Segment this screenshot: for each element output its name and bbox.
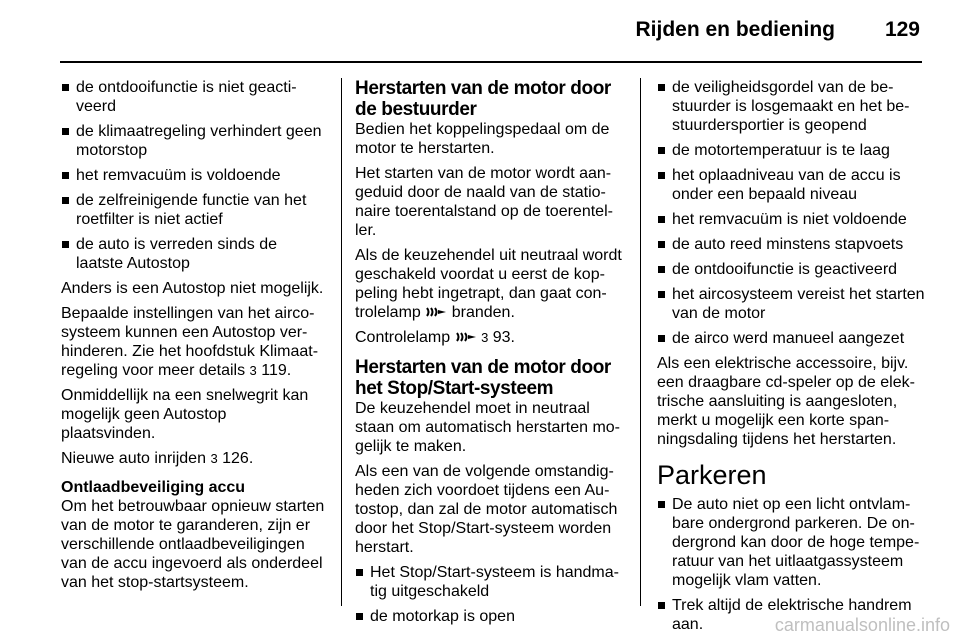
watermark: carmanualsonline.info — [774, 615, 950, 635]
bullet-list — [61, 78, 325, 273]
paragraph — [61, 304, 325, 380]
paragraph — [355, 246, 627, 322]
chapter-heading: Parkeren — [657, 460, 767, 490]
paragraph — [355, 328, 627, 347]
column-3 — [657, 78, 925, 640]
list-item: Het Stop/Start-systeem is handma-tig uitgeschakeld — [355, 563, 627, 601]
paragraph: Als een van de volgende omstandig-heden zich voordoet tijdens een Au-tostop, dan zal de motor automatisch door het Stop/Start-systeem worden herstart. — [355, 463, 618, 556]
list-item: de auto reed minstens stapvoets — [657, 235, 925, 254]
list-item: de ontdooifunctie is geactiveerd — [657, 260, 925, 279]
list-item: De auto niet op een licht ontvlam-bare ondergrond parkeren. De on-dergrond kan door de hoge tempe-ratuur van het uitlaatgassysteem mogelijk vlam vatten. — [657, 495, 925, 590]
paragraph-text: branden. — [451, 304, 515, 321]
page-reference-link[interactable]: 119. — [261, 362, 292, 379]
list-item: het remvacuüm is voldoende — [61, 166, 325, 185]
page-reference-arrow-icon: 3 — [249, 363, 257, 378]
engine-glow-plug-icon — [425, 306, 447, 318]
list-item: de ontdooifunctie is niet geacti-veerd — [61, 78, 325, 116]
list-item: het remvacuüm is niet voldoende — [657, 210, 925, 229]
paragraph: Om het betrouwbaar opnieuw starten van de motor te garanderen, zijn er verschillende ontlaadbeveiligingen van de accu ingevoerd als onderdeel van het stop-startsysteem. — [61, 498, 325, 591]
sub-heading: Ontlaadbeveiliging accu — [61, 479, 246, 496]
paragraph-text: Controlelamp — [355, 329, 451, 346]
paragraph: Anders is een Autostop niet mogelijk. — [61, 280, 324, 297]
list-item: de klimaatregeling verhindert geen motorstop — [61, 122, 325, 160]
list-item: Trek altijd de elektrische handrem aan. — [657, 596, 925, 634]
list-item: de veiligheidsgordel van de be-stuurder is losgemaakt en het be-stuurdersportier is geopend — [657, 78, 925, 135]
header-title: Rijden en bediening — [635, 18, 835, 41]
bullet-list — [657, 495, 925, 634]
page-reference-link[interactable]: 93. — [492, 329, 515, 346]
bullet-list — [355, 563, 627, 626]
list-item: de motorkap is open — [355, 607, 627, 626]
page-reference-arrow-icon: 3 — [481, 330, 489, 345]
page-reference-arrow-icon: 3 — [210, 451, 218, 466]
paragraph: De keuzehendel moet in neutraal staan om automatisch herstarten mo-gelijk te maken. — [355, 400, 621, 455]
paragraph: Onmiddellijk na een snelwegrit kan mogelijk geen Autostop plaatsvinden. — [61, 387, 309, 442]
paragraph-text: Bepaalde instellingen van het airco-systeem kunnen een Autostop ver-hinderen. Zie het hoofdstuk Klimaat-regeling voor meer details — [61, 305, 319, 379]
paragraph: Bedien het koppelingspedaal om de motor te herstarten. — [355, 121, 610, 157]
list-item: het oplaadniveau van de accu is onder een bepaald niveau — [657, 166, 925, 204]
list-item: de motortemperatuur is te laag — [657, 141, 925, 160]
paragraph — [61, 449, 325, 468]
column-divider-2 — [640, 78, 641, 606]
column-1 — [61, 78, 325, 598]
column-divider-1 — [341, 78, 342, 606]
page-reference-link[interactable]: 126. — [222, 450, 254, 467]
engine-glow-plug-icon — [455, 331, 477, 343]
list-item: de zelfreinigende functie van het roetfilter is niet actief — [61, 191, 325, 229]
section-heading: Herstarten van de motor door het Stop/Start-systeem — [355, 357, 611, 399]
bullet-list — [657, 78, 925, 348]
list-item: het aircosysteem vereist het starten van de motor — [657, 285, 925, 323]
section-heading: Herstarten van de motor door de bestuurder — [355, 78, 611, 120]
list-item: de airco werd manueel aangezet — [657, 329, 925, 348]
paragraph: Als een elektrische accessoire, bijv. een draagbare cd-speler op de elek-trische aansluiting is aangesloten, merkt u mogelijk een korte span-ningsdaling tijdens het herstarten. — [657, 355, 915, 448]
paragraph-text: Als de keuzehendel uit neutraal wordt geschakeld voordat u eerst de kop-peling hebt ingetrapt, dan gaat con-trolelamp — [355, 247, 622, 321]
list-item: de auto is verreden sinds de laatste Autostop — [61, 235, 325, 273]
paragraph-text: Nieuwe auto inrijden — [61, 450, 206, 467]
page-number: 129 — [884, 18, 920, 41]
column-2 — [355, 78, 627, 632]
header-rule — [60, 61, 922, 63]
page-header — [0, 0, 960, 62]
paragraph: Het starten van de motor wordt aan-geduid door de naald van de statio-naire toerentalstand op de toerentel-ler. — [355, 165, 613, 239]
